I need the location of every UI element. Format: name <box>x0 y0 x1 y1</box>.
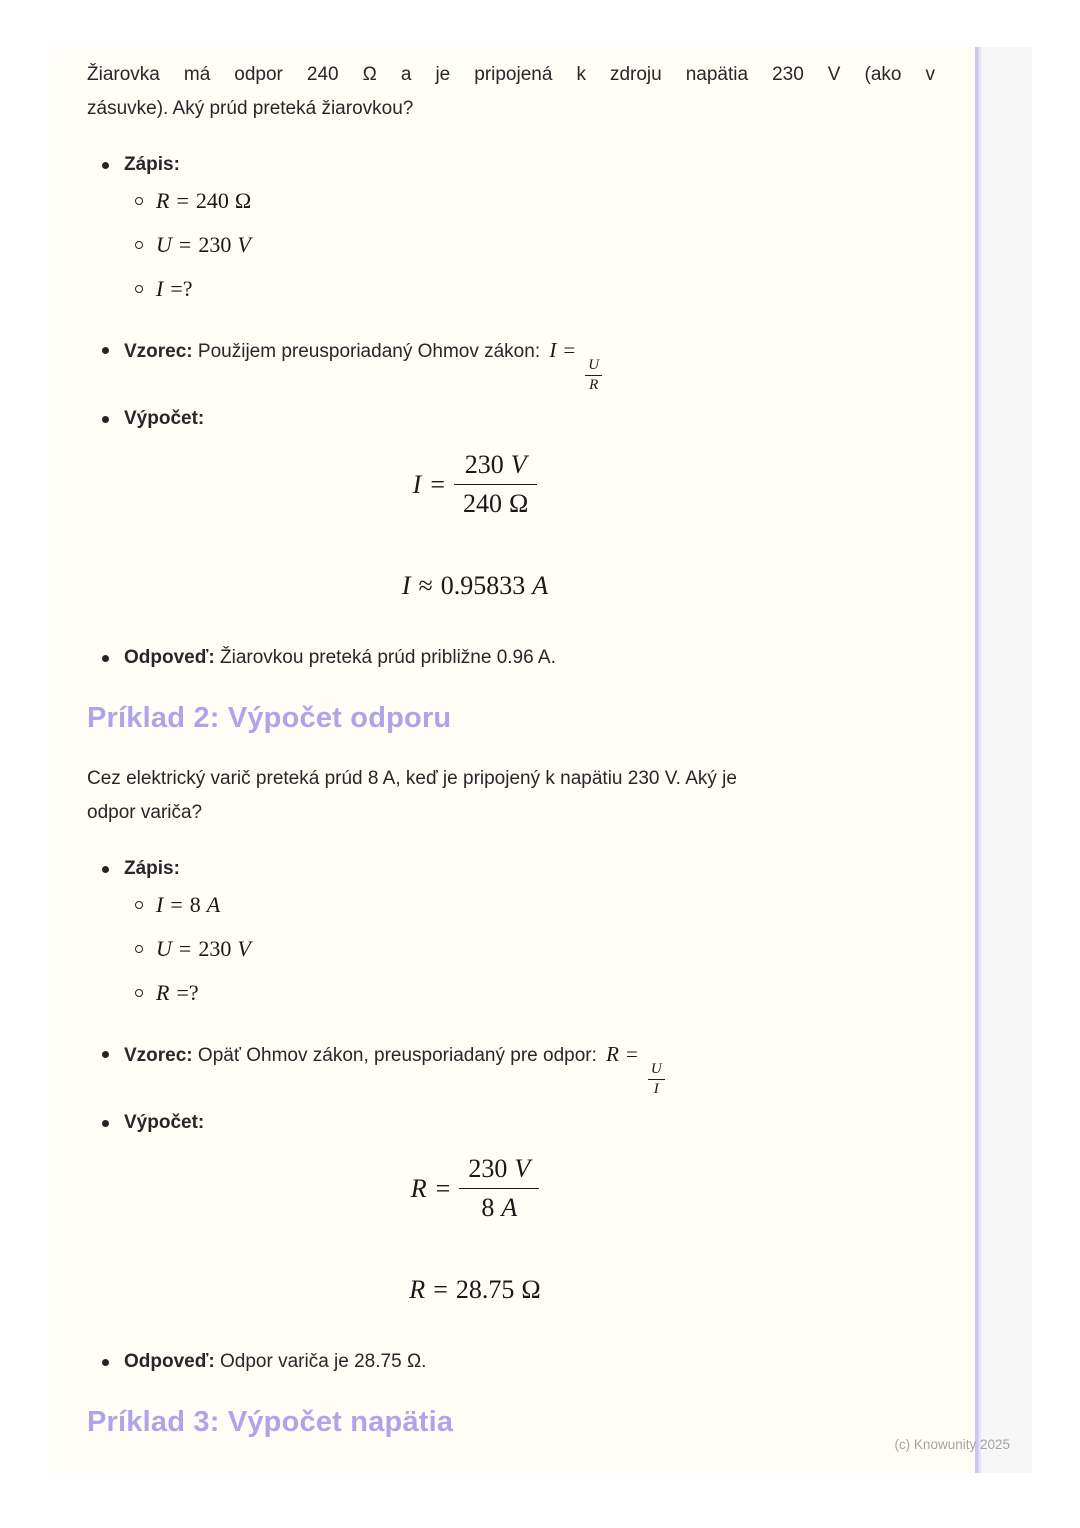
math-rel: =? <box>176 980 199 1005</box>
math-unit: V <box>510 450 527 479</box>
math-rel: = <box>433 1275 448 1304</box>
math-expression <box>156 980 206 1005</box>
page-content <box>50 47 975 1439</box>
math-unit: V <box>514 1154 531 1183</box>
math-var: I <box>156 892 164 917</box>
vypocet-bullet <box>87 1106 935 1140</box>
math-var: U <box>156 232 172 257</box>
math-var: R <box>410 1173 427 1203</box>
math-rel: = <box>435 1173 451 1203</box>
math-rel: = <box>563 338 576 362</box>
odpoved-bullet <box>87 1345 935 1379</box>
fraction-numerator: U <box>648 1061 665 1080</box>
bullet-circle-icon <box>135 197 143 205</box>
math-rel: = <box>178 936 192 961</box>
math-value: 240 <box>463 489 502 518</box>
vzorec-text: Použijem preusporiadaný Ohmov zákon: <box>197 341 541 362</box>
math-expression <box>156 892 220 917</box>
bullet-circle-icon <box>135 285 143 293</box>
next-page-edge <box>981 47 1032 1473</box>
fraction-numerator <box>454 450 537 485</box>
display-result <box>87 1275 935 1305</box>
intro-line-2: zásuvke). Aký prúd preteká žiarovkou? <box>87 98 414 119</box>
zapis-label: Zápis: <box>124 154 180 175</box>
given-item <box>87 934 935 966</box>
intro-paragraph <box>87 58 935 126</box>
math-var: I <box>412 469 422 499</box>
math-var: I <box>549 338 557 362</box>
math-value: 0.95833 <box>440 571 526 600</box>
display-result <box>87 571 935 601</box>
math-rel: ≈ <box>418 571 433 600</box>
vzorec-label: Vzorec: <box>124 341 193 362</box>
math-value: 8 <box>481 1193 495 1222</box>
bullet-circle-icon <box>135 945 143 953</box>
bullet-circle-icon <box>135 901 143 909</box>
math-value: 230 <box>198 936 232 961</box>
math-unit: A <box>532 571 549 600</box>
math-expression <box>156 232 251 257</box>
given-item <box>87 186 935 218</box>
given-item <box>87 274 935 306</box>
bullet-dot-icon <box>102 1120 109 1127</box>
example-2-heading: Príklad 2: Výpočet odporu <box>87 702 452 734</box>
fraction-numerator: U <box>585 357 602 376</box>
vypocet-label: Výpočet: <box>124 408 205 429</box>
bullet-dot-icon <box>102 162 109 169</box>
example-3-heading: Príklad 3: Výpočet napätia <box>87 1406 454 1438</box>
math-value: 230 <box>198 232 232 257</box>
math-unit: Ω <box>521 1275 541 1304</box>
math-rel: = <box>176 188 189 213</box>
math-var: R <box>156 980 170 1005</box>
math-value: 230 <box>468 1154 508 1183</box>
display-formula <box>87 1154 935 1223</box>
fraction-denominator: R <box>589 377 599 393</box>
vzorec-label: Vzorec: <box>124 1045 193 1066</box>
vypocet-bullet <box>87 402 935 436</box>
zapis-bullet <box>87 148 935 182</box>
intro-line-1: Cez elektrický varič preteká prúd 8 A, keď je pripojený k napätiu 230 V. Aký je <box>87 768 737 789</box>
math-rel: = <box>170 892 183 917</box>
math-rel: = <box>178 232 192 257</box>
given-item <box>87 978 935 1010</box>
bullet-dot-icon <box>102 866 109 873</box>
given-item <box>87 890 935 922</box>
display-formula <box>87 450 935 519</box>
fraction <box>459 1154 539 1223</box>
given-item <box>87 230 935 262</box>
intro-line-2: odpor variča? <box>87 802 203 823</box>
math-var: R <box>156 188 170 213</box>
math-var: U <box>156 936 172 961</box>
math-value: 8 <box>189 892 201 917</box>
math-rel: = <box>430 469 445 499</box>
math-unit: Ω <box>234 188 252 213</box>
bullet-dot-icon <box>102 1359 109 1366</box>
bullet-dot-icon <box>102 347 109 354</box>
fraction <box>585 357 602 394</box>
document-page <box>50 47 975 1473</box>
math-value: 240 <box>195 188 229 213</box>
odpoved-label: Odpoveď: <box>124 647 215 668</box>
math-expression <box>156 276 200 301</box>
odpoved-label: Odpoveď: <box>124 1351 215 1372</box>
vzorec-bullet <box>87 333 935 394</box>
fraction-denominator <box>459 1189 539 1223</box>
bullet-dot-icon <box>102 655 109 662</box>
math-var: R <box>409 1275 426 1304</box>
fraction <box>454 450 537 519</box>
copyright-footer: (c) Knowunity 2025 <box>894 1437 1010 1452</box>
zapis-label: Zápis: <box>124 858 180 879</box>
math-var: R <box>606 1042 619 1066</box>
odpoved-bullet <box>87 641 935 675</box>
bullet-dot-icon <box>102 1051 109 1058</box>
zapis-bullet <box>87 852 935 886</box>
bullet-circle-icon <box>135 989 143 997</box>
math-unit: Ω <box>509 489 529 518</box>
odpoved-text: Odpor variča je 28.75 Ω. <box>220 1351 427 1372</box>
math-expression <box>156 936 251 961</box>
math-expression <box>156 188 251 213</box>
math-value: 230 <box>464 450 504 479</box>
math-unit: A <box>501 1193 518 1222</box>
math-rel: = <box>626 1042 638 1066</box>
vzorec-bullet <box>87 1037 935 1098</box>
fraction-denominator <box>454 485 537 519</box>
math-unit: A <box>206 892 221 917</box>
odpoved-text: Žiarovkou preteká prúd približne 0.96 A. <box>220 647 556 668</box>
bullet-circle-icon <box>135 241 143 249</box>
vypocet-label: Výpočet: <box>124 1112 205 1133</box>
math-rel: =? <box>170 276 193 301</box>
fraction <box>648 1061 665 1098</box>
inline-formula <box>606 1042 665 1097</box>
math-var: I <box>401 571 411 600</box>
math-value: 28.75 <box>455 1275 515 1304</box>
math-unit: V <box>237 936 251 961</box>
vzorec-text: Opäť Ohmov zákon, preusporiadaný pre odpor: <box>197 1045 597 1066</box>
bullet-dot-icon <box>102 416 109 423</box>
intro-line-1: Žiarovka má odpor 240 Ω a je pripojená k zdroju napätia 230 V (ako v <box>87 64 935 85</box>
fraction-denominator: I <box>653 1081 659 1097</box>
fraction-numerator <box>459 1154 539 1189</box>
inline-formula <box>549 338 602 393</box>
math-var: I <box>156 276 164 301</box>
math-unit: V <box>237 232 251 257</box>
example-2-intro <box>87 762 935 830</box>
